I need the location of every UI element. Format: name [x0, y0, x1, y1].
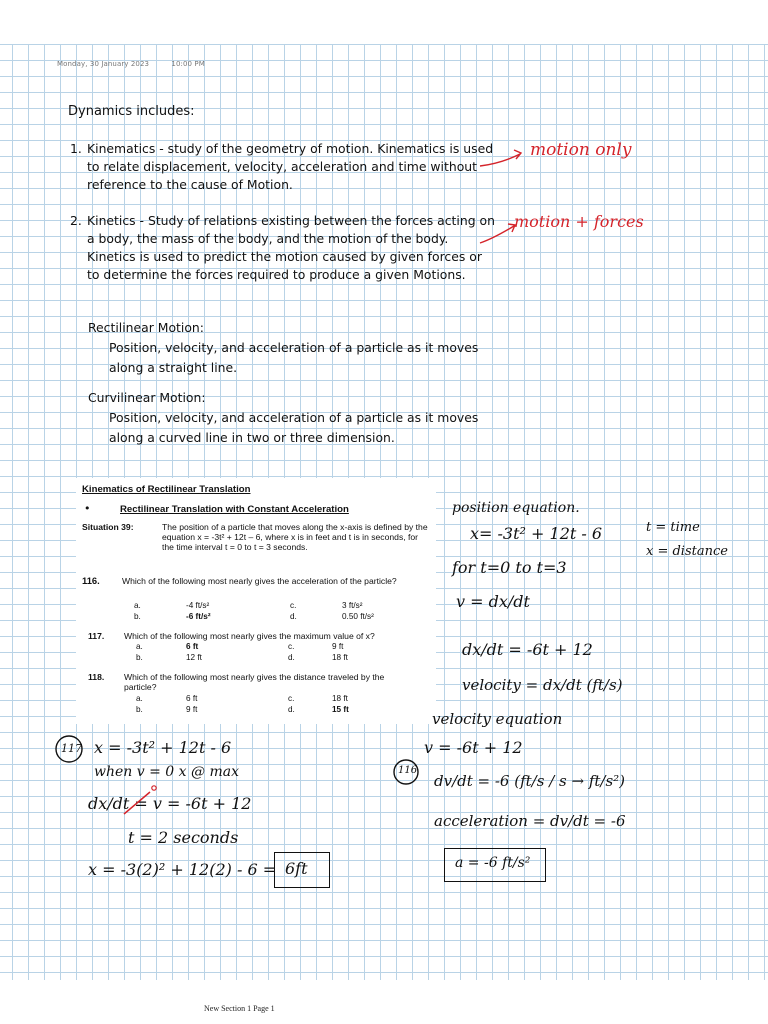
hand-interval: for t=0 to t=3 — [452, 558, 567, 577]
situation-text: The position of a particle that moves along the x-axis is defined by the equation x = -3t² + 12t – 6, where x is in feet and t is in seconds, for the time interval t = 0 to t = 3 seconds. — [162, 522, 428, 552]
hand-q116-label: 116 — [398, 765, 418, 776]
option-value: 3 ft/s² — [342, 601, 363, 610]
answer-box-116 — [444, 848, 546, 882]
option-letter: c. — [288, 642, 295, 651]
option-value: 6 ft — [186, 642, 199, 651]
annotation-arrows — [476, 140, 526, 250]
hand-q117-label: 117 — [61, 742, 82, 755]
option-value: 12 ft — [186, 653, 202, 662]
option-letter: d. — [288, 705, 295, 714]
hand-q117-substitution: x = -3(2)² + 12(2) - 6 = — [88, 860, 277, 879]
hand-velocity-label: velocity equation — [432, 710, 563, 728]
problem-subtitle: Rectilinear Translation with Constant Acceleration — [120, 504, 349, 515]
option-value: 9 ft — [332, 642, 344, 651]
list-number: 2. — [70, 213, 82, 228]
list-item-kinematics — [70, 140, 510, 200]
hand-q116-answer: a = -6 ft/s² — [455, 855, 531, 871]
hand-v-definition: v = dx/dt — [456, 592, 530, 611]
annotation-motion-only: motion only — [530, 140, 632, 160]
option-value: 9 ft — [186, 705, 198, 714]
hand-derivative: dx/dt = -6t + 12 — [462, 640, 593, 659]
hand-q117-equation: x = -3t² + 12t - 6 — [94, 738, 232, 757]
question-number: 117. — [88, 631, 105, 641]
option-letter: a. — [136, 694, 143, 703]
option-value: 0.50 ft/s² — [342, 612, 374, 621]
question-number: 116. — [82, 575, 100, 586]
strike-icon — [120, 784, 160, 818]
hand-velocity-equation: v = -6t + 12 — [424, 738, 523, 757]
option-value: 6 ft — [186, 694, 198, 703]
hand-q116-acceleration: acceleration = dv/dt = -6 — [434, 812, 626, 830]
note-time: 10:00 PM — [171, 60, 205, 68]
option-value: -6 ft/s² — [186, 612, 211, 621]
option-letter: a. — [134, 601, 141, 610]
note-timestamp — [57, 60, 225, 68]
list-text: Kinematics - study of the geometry of motion. Kinematics is used to relate displacement, velocity, acceleration and time without reference to the cause of Motion. — [87, 141, 494, 192]
motion-title: Rectilinear Motion: — [88, 320, 204, 335]
hand-t-definition: t = time — [646, 520, 700, 535]
hand-q117-condition: when v = 0 x @ max — [94, 764, 239, 780]
hand-x-definition: x = distance — [646, 544, 728, 559]
list-number: 1. — [70, 141, 82, 156]
question-number: 118. — [88, 672, 105, 682]
situation-label: Situation 39: — [82, 522, 134, 532]
note-date: Monday, 30 January 2023 — [57, 60, 150, 68]
option-letter: b. — [136, 705, 143, 714]
option-letter: c. — [290, 601, 297, 610]
page-footer: New Section 1 Page 1 — [204, 1004, 275, 1013]
annotation-motion-forces: motion + forces — [514, 212, 644, 231]
option-letter: d. — [290, 612, 297, 621]
option-value: 18 ft — [332, 694, 348, 703]
option-value: 18 ft — [332, 653, 348, 662]
hand-velocity-units: velocity = dx/dt (ft/s) — [462, 676, 623, 694]
hand-q116-derivative: dv/dt = -6 (ft/s / s → ft/s²) — [434, 772, 626, 790]
option-value: -4 ft/s² — [186, 601, 210, 610]
curvilinear-motion — [88, 388, 489, 448]
motion-desc: Position, velocity, and acceleration of a particle as it moves along a curved line in two or three dimension. — [109, 410, 479, 445]
motion-title: Curvilinear Motion: — [88, 390, 206, 405]
list-item-kinetics — [70, 212, 510, 292]
problem-panel — [76, 478, 436, 724]
answer-box-117 — [274, 852, 330, 888]
motion-desc: Position, velocity, and acceleration of a particle as it moves along a straight line. — [109, 340, 479, 375]
list-text: Kinetics - Study of relations existing between the forces acting on a body, the mass of the body, and the motion of the body. Kinetics is used to predict the motion caused by given forces or to determine the forces required to produce a given Motions. — [87, 213, 495, 282]
bullet-icon: • — [84, 502, 91, 515]
problem-title: Kinematics of Rectilinear Translation — [82, 484, 251, 495]
option-letter: b. — [136, 653, 143, 662]
option-letter: c. — [288, 694, 295, 703]
option-letter: b. — [134, 612, 141, 621]
option-value: 15 ft — [332, 705, 349, 714]
intro-heading: Dynamics includes: — [68, 104, 195, 119]
rectilinear-motion — [88, 318, 489, 378]
hand-position-equation: x= -3t² + 12t - 6 — [470, 524, 603, 543]
hand-q117-answer: 6ft — [285, 859, 308, 878]
option-letter: a. — [136, 642, 143, 651]
option-letter: d. — [288, 653, 295, 662]
hand-position-label: position equation. — [452, 500, 580, 516]
hand-q117-time: t = 2 seconds — [128, 828, 239, 847]
hand-q117-derivative: dx/dt = v = -6t + 12 — [88, 794, 252, 813]
question-text: Which of the following most nearly gives the maximum value of x? — [124, 631, 375, 641]
question-text: Which of the following most nearly gives the distance traveled by the particle? — [124, 672, 385, 692]
question-text: Which of the following most nearly gives the acceleration of the particle? — [122, 576, 397, 586]
